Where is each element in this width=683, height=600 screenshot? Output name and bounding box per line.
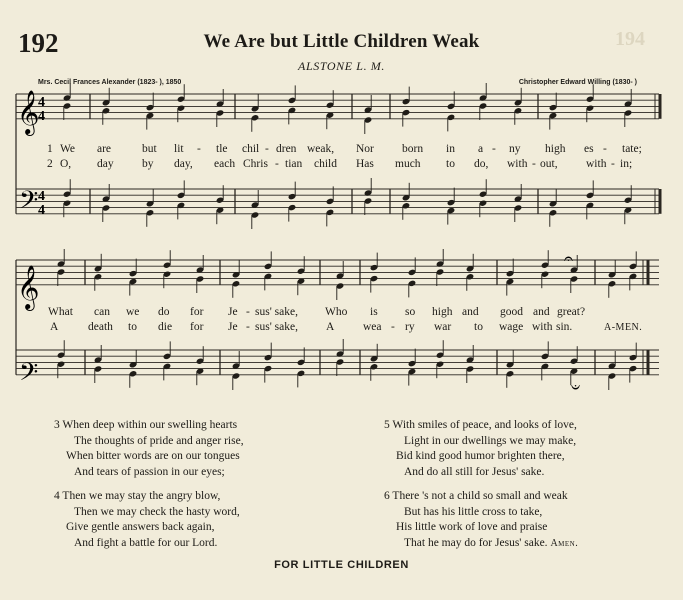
stanza-line: Give gentle answers back again,	[66, 521, 215, 533]
lyric-syllable: war	[434, 321, 452, 333]
stanza-line: When bitter words are on our tongues	[66, 450, 240, 462]
lyric-syllable: and	[462, 306, 479, 318]
hymn-number: 192	[18, 28, 59, 58]
verse-number: 1	[47, 143, 53, 155]
lyric-syllable: tian	[285, 158, 303, 170]
stanza-line: Bid kind good humor brighten there,	[396, 450, 565, 462]
lyric-syllable: and	[533, 306, 550, 318]
lyric-syllable: with	[532, 321, 553, 333]
lyric-syllable: A	[326, 321, 335, 333]
lyric-syllable: day	[97, 158, 114, 170]
lyric-syllable: wage	[499, 321, 524, 333]
lyric-syllable: are	[97, 143, 112, 155]
stanza-line: But has his little cross to take,	[404, 505, 543, 518]
lyric-hyphen: -	[611, 158, 615, 170]
lyric-syllable: Who	[325, 306, 348, 318]
lyric-syllable: Has	[356, 158, 374, 170]
stanza-line: When deep within our swelling hearts	[62, 419, 238, 431]
treble-clef-icon: 𝄞	[17, 265, 40, 309]
lyric-syllable: each	[214, 158, 236, 170]
stanza-line: Then we may check the hasty word,	[74, 505, 240, 518]
lyric-syllable: in	[446, 143, 455, 155]
lyric-syllable: Chris	[243, 158, 268, 170]
lyric-syllable: do	[158, 306, 170, 318]
stanza-line: And fight a battle for our Lord.	[74, 536, 218, 549]
lyric-syllable: to	[446, 158, 455, 170]
lyric-syllable: chil	[242, 143, 260, 155]
stanza-line: That he may do for Jesus' sake.	[404, 536, 548, 549]
verse-number: 2	[47, 158, 53, 170]
lyric-hyphen: -	[246, 321, 250, 333]
stanza-line: With smiles of peace, and looks of love,	[392, 419, 577, 431]
time-sig-bottom: 4	[38, 203, 45, 218]
lyric-syllable: ry	[405, 321, 415, 333]
stanza-number: 4	[54, 490, 60, 502]
fermata-icon: 𝄐	[564, 249, 573, 268]
lyric-syllable: in;	[620, 158, 633, 170]
lyric-syllable: do,	[474, 158, 489, 170]
treble-clef-icon: 𝄞	[17, 90, 40, 134]
stanza-line: And tears of passion in our eyes;	[74, 465, 225, 478]
time-signature-bass	[38, 189, 45, 218]
tune-name: ALSTONE L. M.	[298, 59, 385, 73]
bass-clef-icon: 𝄢	[19, 358, 39, 393]
lyric-syllable: A	[50, 321, 59, 333]
lyric-syllable: lit	[174, 143, 184, 155]
bass-clef-icon: 𝄢	[19, 186, 39, 221]
lyric-syllable: sus' sake,	[255, 321, 298, 333]
lyric-hyphen: -	[275, 158, 279, 170]
lyric-syllable: for	[190, 306, 204, 318]
time-sig-top: 4	[38, 189, 45, 204]
time-sig-bottom: 4	[38, 109, 45, 124]
lyric-hyphen: -	[492, 143, 496, 155]
lyric-syllable: tle	[216, 143, 228, 155]
lyric-syllable: weak,	[307, 143, 335, 155]
stanza-line: Then we may stay the angry blow,	[62, 490, 221, 502]
lyric-syllable: high	[432, 306, 453, 318]
lyric-syllable: high	[545, 143, 566, 155]
lyric-syllable: O,	[60, 158, 72, 170]
stanza-3	[54, 418, 244, 480]
lyric-hyphen: -	[603, 143, 607, 155]
lyric-syllable: es	[584, 143, 594, 155]
lyric-syllable: to	[474, 321, 483, 333]
stanza-line: His little work of love and praise	[396, 521, 548, 533]
lyric-syllable: out,	[540, 158, 558, 170]
lyric-syllable: can	[94, 306, 110, 318]
lyric-hyphen: -	[532, 158, 536, 170]
fermata-icon: 𝄐	[571, 378, 580, 397]
stanza-number: 3	[54, 419, 60, 431]
lyric-syllable: we	[126, 306, 140, 318]
lyric-syllable: with	[586, 158, 607, 170]
lyric-syllable: a	[478, 143, 484, 155]
lyric-syllable: great?	[557, 306, 586, 318]
lyric-syllable: by	[142, 158, 154, 170]
notes	[57, 83, 638, 390]
amen-label: Amen.	[550, 537, 579, 549]
stanza-number: 5	[384, 419, 390, 431]
stanza-5	[384, 418, 577, 480]
amen-label: A-MEN.	[604, 322, 643, 333]
lyric-syllable: Je	[228, 321, 238, 333]
section-footer: FOR LITTLE CHILDREN	[274, 559, 409, 571]
lyric-syllable: for	[190, 321, 204, 333]
lyric-hyphen: -	[246, 306, 250, 318]
lyric-syllable: tate;	[622, 143, 642, 155]
lyric-syllable: so	[405, 306, 416, 318]
lyric-syllable: sus' sake,	[255, 306, 298, 318]
lyric-syllable: is	[370, 306, 378, 318]
stanza-line: And do all still for Jesus' sake.	[404, 465, 545, 478]
lyric-syllable: with	[507, 158, 528, 170]
lyric-syllable: What	[48, 306, 73, 318]
lyric-syllable: but	[142, 143, 157, 155]
hymn-title: We Are but Little Children Weak	[203, 31, 480, 52]
lyric-syllable: much	[395, 158, 421, 170]
lyric-syllable: sin.	[556, 321, 573, 333]
lyric-syllable: child	[314, 158, 337, 170]
lyric-syllable: to	[128, 321, 137, 333]
stanza-line: The thoughts of pride and anger rise,	[74, 434, 244, 447]
stanza-6	[384, 489, 578, 551]
lyric-syllable: Je	[228, 306, 238, 318]
words-credit: Mrs. Cecil Frances Alexander (1823- ), 1850	[38, 79, 182, 86]
lyric-syllable: die	[158, 321, 173, 333]
lyric-syllable: Nor	[356, 143, 374, 155]
lyric-hyphen: -	[391, 321, 395, 333]
bleed-through-number: 194	[615, 28, 645, 50]
clefs	[17, 90, 39, 393]
lyric-syllable: We	[60, 143, 76, 155]
lyric-syllable: dren	[276, 143, 297, 155]
music-credit: Christopher Edward Willing (1830- )	[518, 79, 637, 86]
stanza-number: 6	[384, 490, 390, 502]
lyric-hyphen: -	[197, 143, 201, 155]
time-sig-top: 4	[38, 95, 45, 110]
time-signature-treble	[38, 95, 45, 124]
lyric-syllable: born	[402, 143, 424, 155]
lyric-syllable: ny	[509, 143, 521, 155]
stanza-4	[54, 489, 240, 551]
stanza-line: There 's not a child so small and weak	[392, 490, 568, 502]
lyric-hyphen: -	[265, 143, 269, 155]
lyric-syllable: day,	[174, 158, 193, 170]
lyric-syllable: good	[500, 306, 523, 318]
lyric-syllable: wea	[363, 321, 382, 333]
stanza-line: Light in our dwellings we may make,	[404, 434, 577, 447]
lyric-syllable: death	[88, 321, 113, 333]
